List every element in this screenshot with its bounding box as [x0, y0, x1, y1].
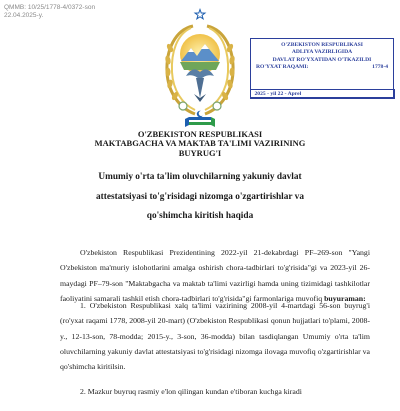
title-line3: qo'shimcha kiritish haqida: [146, 211, 254, 221]
heading-line2: MAKTABGACHA VA MAKTAB TA'LIMI VAZIRINING: [94, 138, 306, 149]
title-line2: attestatsiyasi to'g'risidagi nizomga o'zgartirishlar va: [96, 191, 304, 202]
registration-stamp: [250, 38, 394, 98]
document-heading: [0, 130, 400, 158]
heading-line1: O'ZBEKISTON RESPUBLIKASI: [137, 129, 263, 139]
state-emblem-icon: [161, 6, 239, 130]
registration-note: [4, 4, 95, 20]
registration-note-line2: 22.04.2025-y.: [4, 12, 44, 19]
stamp-line2: ADLIYA VAZIRLIGIDA: [291, 49, 353, 56]
preamble-paragraph: [60, 245, 370, 306]
item-2-paragraph: 2. Mazkur buyruq rasmiy e'lon qilingan kundan e'tiboran kuchga kiradi: [80, 387, 302, 396]
document-title: [0, 168, 400, 227]
item-1-paragraph: 1. O'zbekiston Respublikasi xalq ta'limi vazirining 2008-yil 4-martdagi 56-son buyrug'i (ro'yxat raqami 1778, 2008-yil 20-mart) (O'zbekiston Respublikasi qonun hujjatlari to'plami, 2008-y., 12-13-son, 78-modda; 2015-y., 3-son, 36-modda) bilan tasdiqlangan Umumiy o'rta ta'lim oluvchilarning yakuniy davlat attestatsiyasi to'g'risidagi nizomga ilovaga muvofiq o'zgartirishlar va qo'shimcha kiritilsin.: [60, 301, 370, 372]
stamp-line1: O'ZBEKISTON RESPUBLIKASI: [281, 42, 363, 48]
stamp-registration-label: RO'YXAT RAQAMI:: [256, 63, 309, 70]
registration-note-line1: QMMB: 10/25/1778-4/0372-son: [4, 4, 96, 11]
preamble-text: O'zbekiston Respublikasi Prezidentining 2022-yil 21-dekabrdagi PF–269-son "Yangi O'zbekiston ma'muriy islohotlarini amalga oshirish chora-tadbirlari to'g'risida"gi va 2023-yil 26-maydagi PF–79-son "Maktabgacha va maktab ta'limi vazirligi hamda uning tizimidagi tashkilotlar faoliyatini samarali tashkil etish chora-tadbirlari to'g'risida"gi farmonlariga muvofiq: [60, 248, 370, 303]
stamp-registration-row: [254, 64, 390, 71]
stamp-date: 2025 - yil 22 - Aprel: [250, 89, 395, 99]
stamp-registration-number: 1778-4: [372, 63, 388, 70]
heading-line3: BUYRUG'I: [178, 147, 222, 158]
title-line1: Umumiy o'rta ta'lim oluvchilarning yakuniy davlat: [98, 172, 302, 182]
order-word: buyuraman:: [324, 293, 366, 303]
stamp-line3: DAVLAT RO'YXATIDAN O'TKAZILDI: [272, 56, 372, 63]
